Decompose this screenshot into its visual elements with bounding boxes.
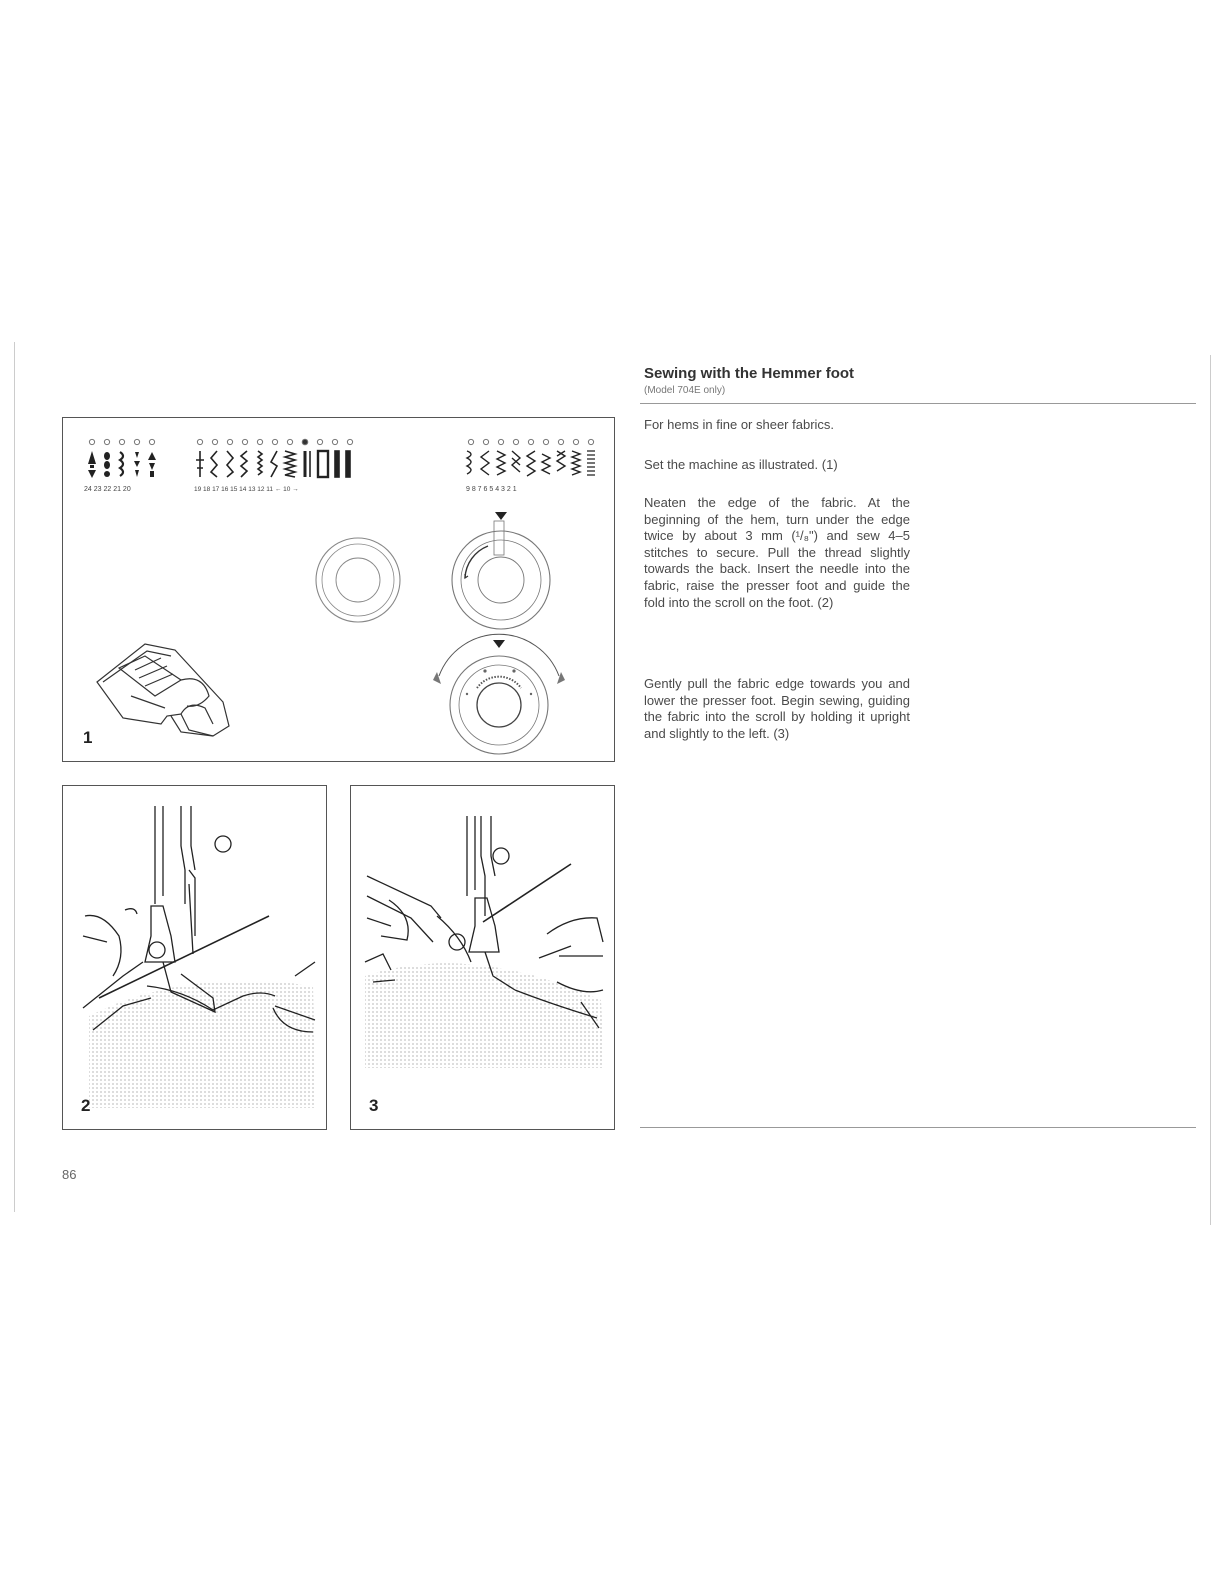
section-title: Sewing with the Hemmer foot	[644, 365, 855, 382]
stitch-group-b	[197, 439, 352, 445]
paragraph-1: For hems in fine or sheer fabrics.	[644, 417, 835, 432]
header-rule	[640, 403, 1196, 404]
left-page-edge	[14, 342, 15, 1212]
figure-2-panel	[62, 785, 327, 1130]
stitch-group-c	[468, 439, 593, 444]
stitch-length-dial	[452, 521, 550, 629]
figure-1-illustration	[63, 418, 614, 761]
stitch-icons-b	[196, 451, 350, 477]
dial-marker-3	[493, 640, 505, 648]
stitch-numbers-b: 19 18 17 16 15 14 13 12 11 ← 10 →	[194, 486, 299, 493]
stitch-group-a	[89, 439, 154, 444]
paragraph-4: Gently pull the fabric edge towards you and lower the presser foot. Begin sewing, guiding the fabric into the scroll by holding it upright and slightly to the left. (3)	[644, 676, 910, 741]
right-page-edge	[1210, 355, 1211, 1225]
section-subtitle: (Model 704E only)	[644, 385, 726, 396]
figure-2-number: 2	[81, 1096, 91, 1115]
footer-rule	[640, 1127, 1196, 1128]
hemmer-foot-drawing	[97, 644, 229, 736]
figure-3-number: 3	[369, 1096, 379, 1115]
figure-1-panel	[62, 417, 615, 762]
stitch-width-dial	[439, 634, 559, 754]
stitch-numbers-c: 9 8 7 6 5 4 3 2 1	[466, 486, 517, 493]
figure-2-illustration	[63, 786, 326, 1129]
paragraph-2: Set the machine as illustrated. (1)	[644, 457, 838, 472]
dial-marker-2	[495, 512, 507, 520]
figure-3-illustration	[351, 786, 614, 1129]
figure-3-panel	[350, 785, 615, 1130]
stitch-numbers-a: 24 23 22 21 20	[84, 486, 131, 493]
page-number: 86	[62, 1167, 77, 1182]
stitch-icons-c	[467, 451, 595, 476]
tension-dial-1	[316, 538, 400, 622]
figure-1-number: 1	[83, 728, 93, 747]
stitch-icons-a	[88, 451, 156, 478]
paragraph-3: Neaten the edge of the fabric. At the beginning of the hem, turn under the edge twice by about 3 mm (¹/₈") and sew 4–5 stitches to secure. Pull the thread slightly towards the back. Insert the needle into the fabric, raise the presser foot and guide the fold into the scroll on the foot. (2)	[644, 495, 910, 610]
